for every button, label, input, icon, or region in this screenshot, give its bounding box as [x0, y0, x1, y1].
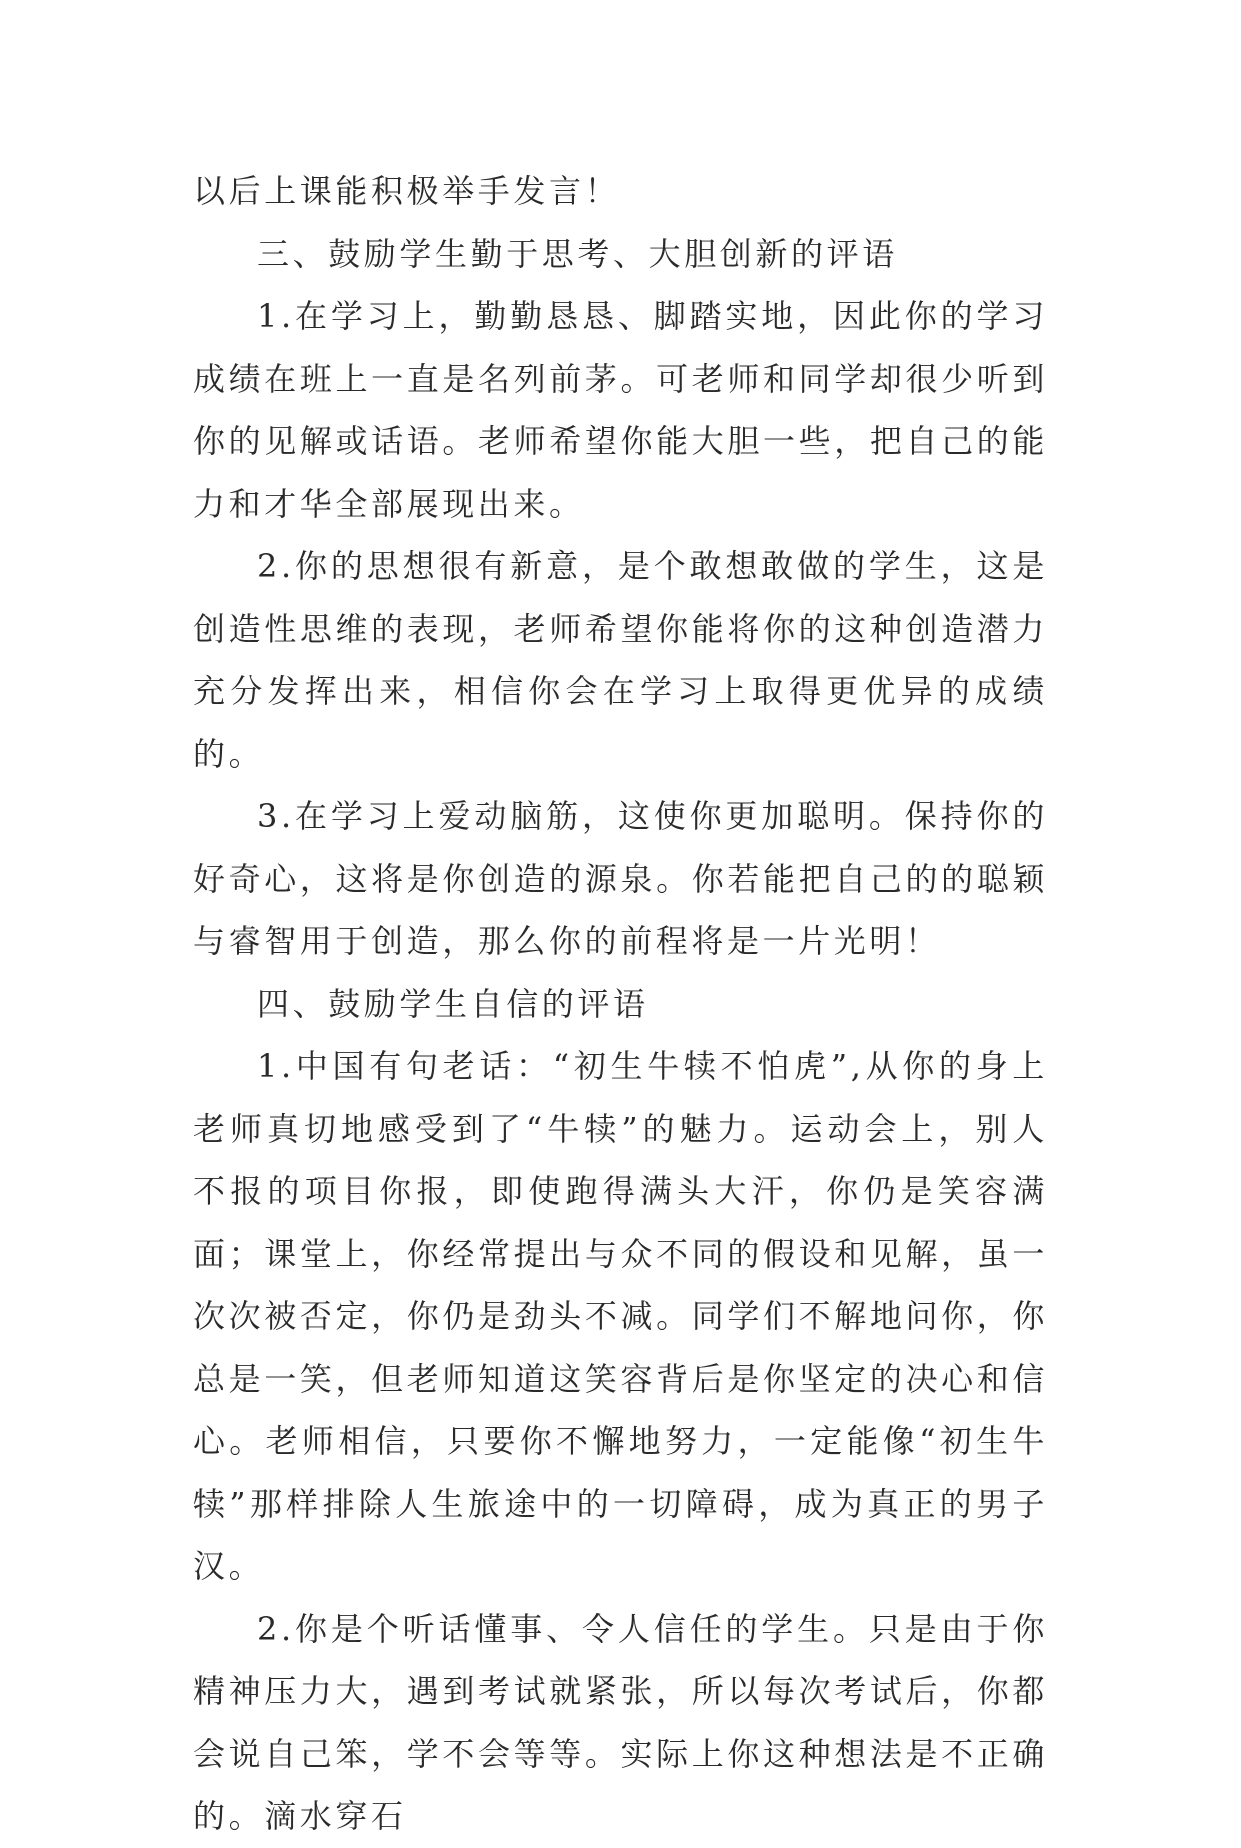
- paragraph-3-1: 1.在学习上，勤勤恳恳、脚踏实地，因此你的学习成绩在班上一直是名列前茅。可老师和同学却很少听到你的见解或话语。老师希望你能大胆一些，把自己的能力和才华全部展现出来。: [193, 297, 1048, 523]
- document-body: [193, 160, 1048, 1848]
- section-heading-4: 四、鼓励学生自信的评语: [257, 984, 649, 1023]
- paragraph-3-3: 3.在学习上爱动脑筋，这使你更加聪明。保持你的好奇心，这将是你创造的源泉。你若能把自己的的聪颖与睿智用于创造，那么你的前程将是一片光明！: [193, 797, 1048, 960]
- paragraph-continuation: 以后上课能积极举手发言！: [193, 172, 621, 210]
- section-heading-3: 三、鼓励学生勤于思考、大胆创新的评语: [257, 234, 898, 273]
- paragraph-3-2: 2.你的思想很有新意，是个敢想敢做的学生，这是创造性思维的表现，老师希望你能将你的这种创造潜力充分发挥出来，相信你会在学习上取得更优异的成绩的。: [193, 547, 1048, 773]
- paragraph-4-1: 1.中国有句老话：“初生牛犊不怕虎”,从你的身上老师真切地感受到了“牛犊”的魅力。运动会上，别人不报的项目你报，即使跑得满头大汗，你仍是笑容满面；课堂上，你经常提出与众不同的假设和见解，虽一次次被否定，你仍是劲头不减。同学们不解地问你，你总是一笑，但老师知道这笑容背后是你坚定的决心和信心。老师相信，只要你不懈地努力，一定能像“初生牛犊”那样排除人生旅途中的一切障碍，成为真正的男子汉。: [193, 1047, 1048, 1585]
- paragraph-4-2: 2.你是个听话懂事、令人信任的学生。只是由于你精神压力大，遇到考试就紧张，所以每次考试后，你都会说自己笨，学不会等等。实际上你这种想法是不正确的。滴水穿石: [193, 1609, 1048, 1835]
